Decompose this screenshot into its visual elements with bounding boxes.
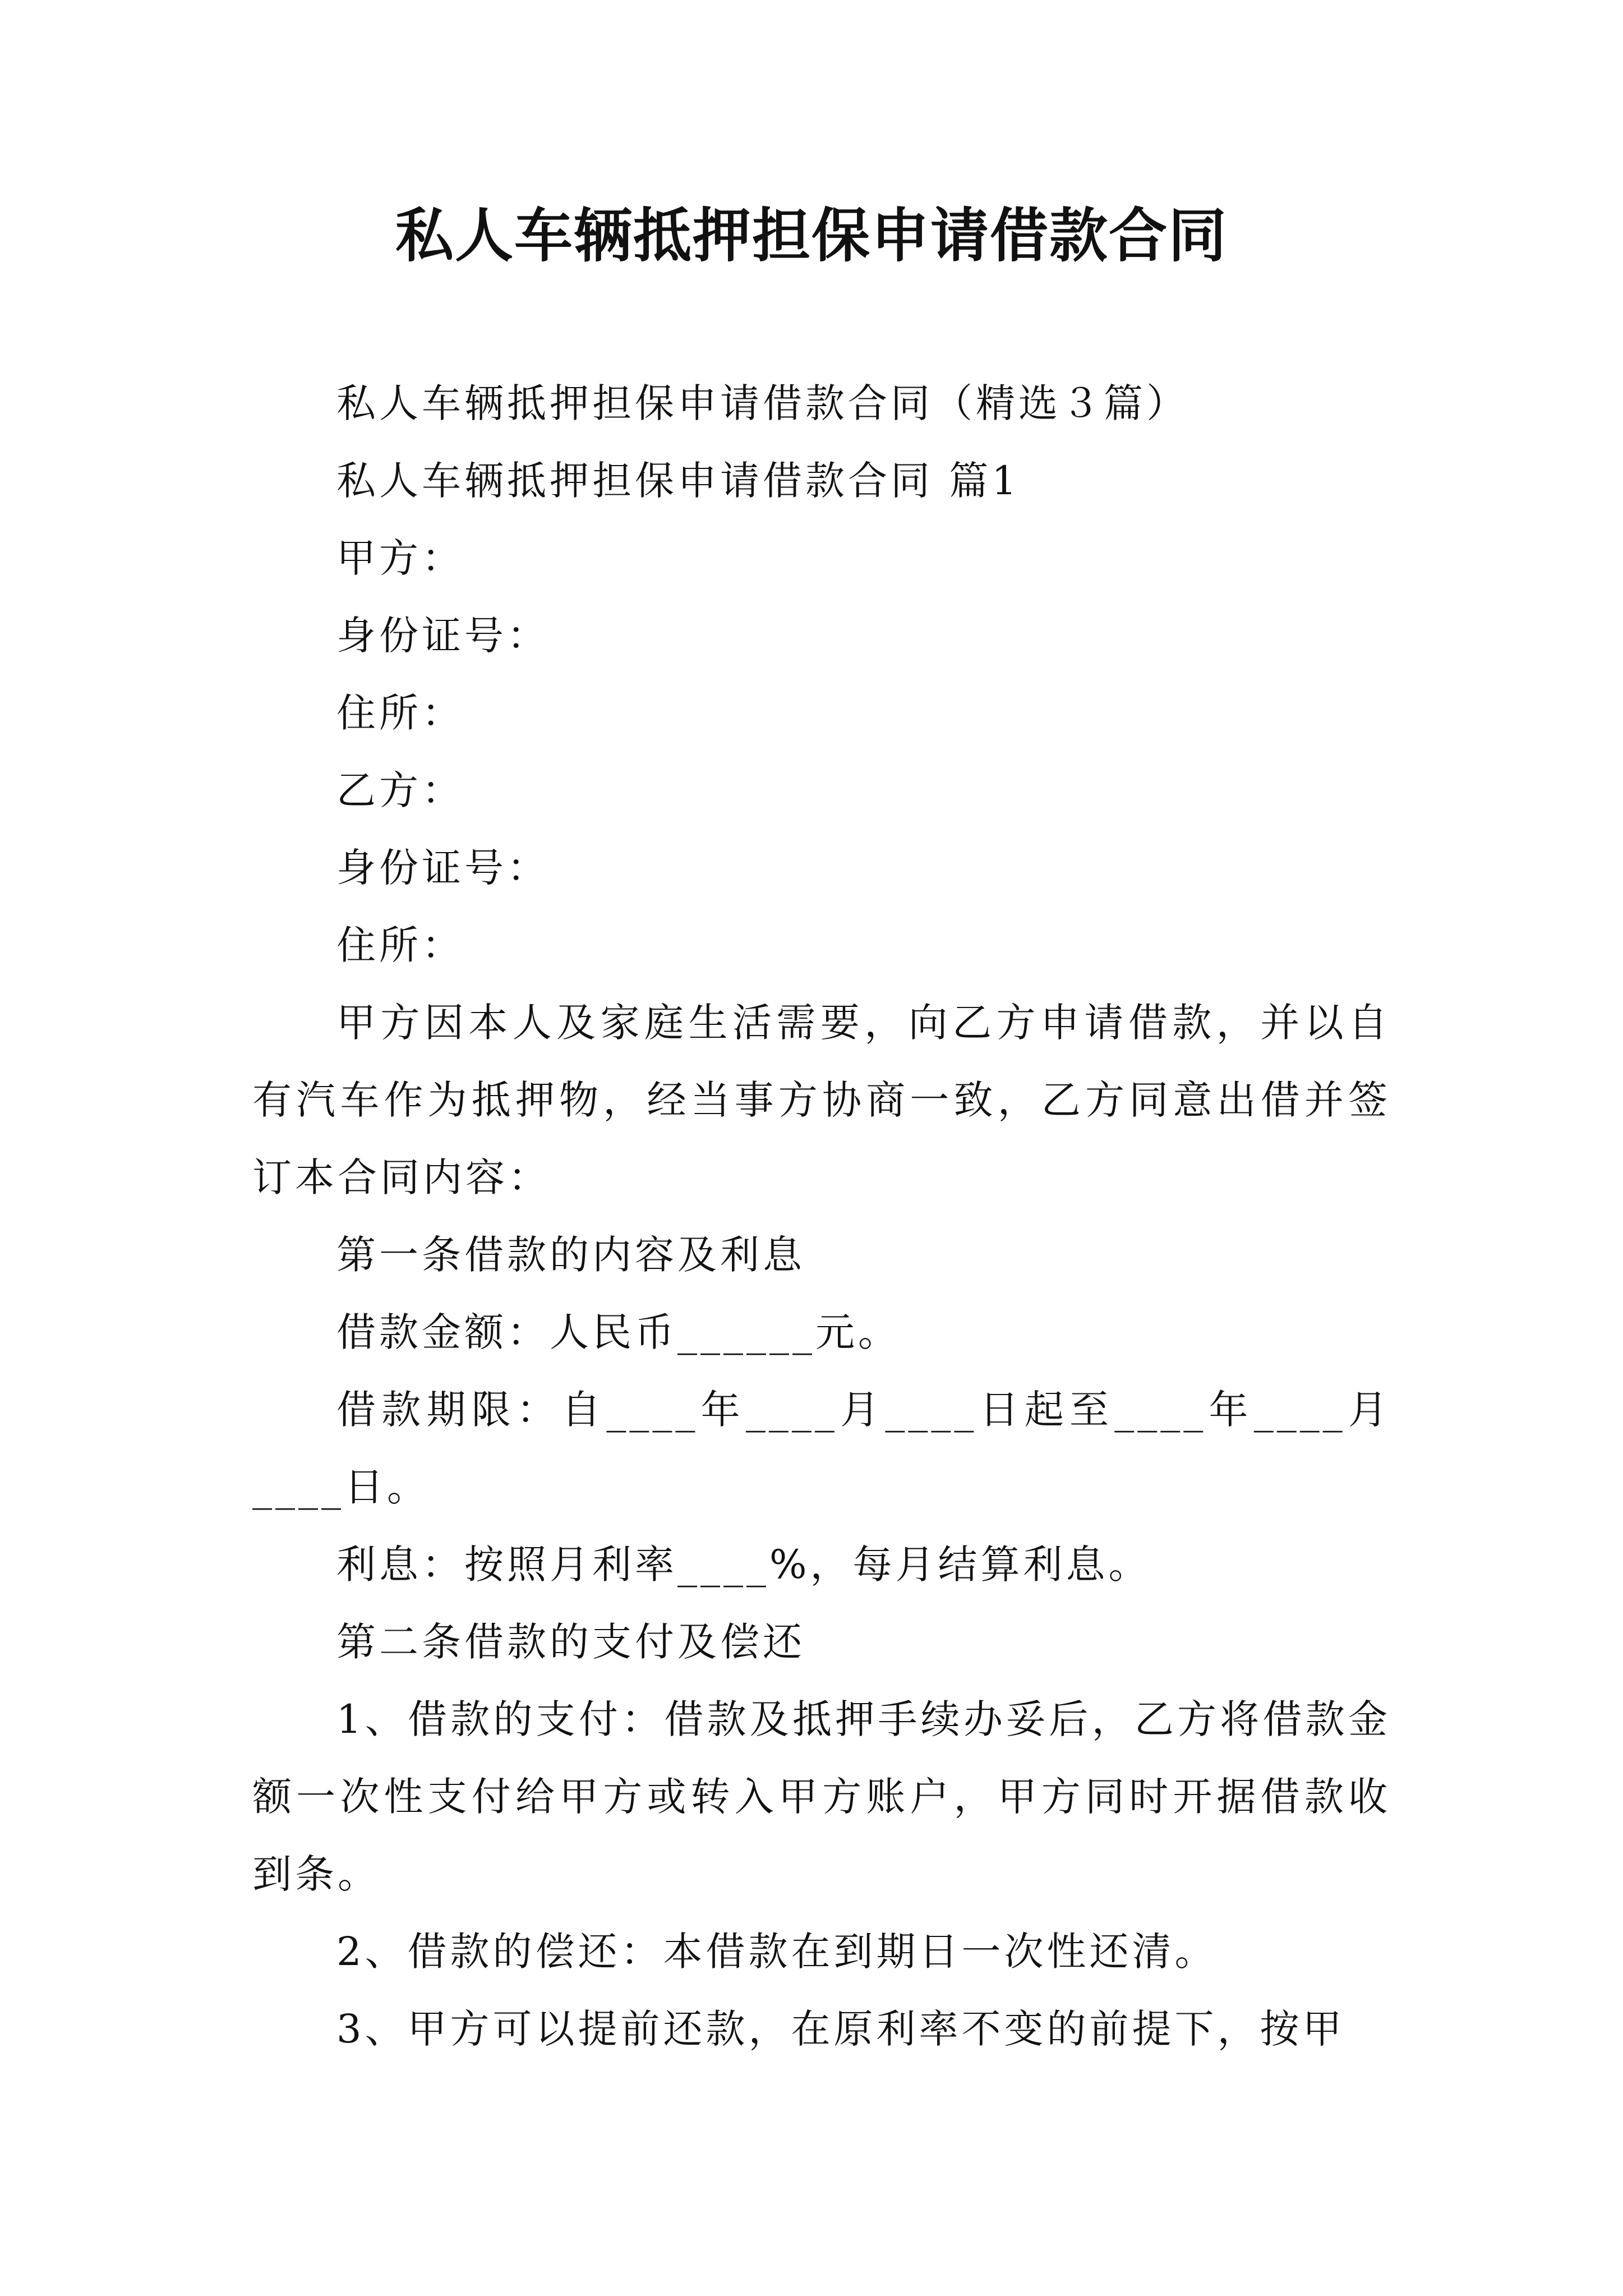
document-title: 私人车辆抵押担保申请借款合同 bbox=[395, 201, 1228, 270]
party-b-label: 乙方： bbox=[336, 767, 464, 813]
party-a-address-label: 住所： bbox=[336, 690, 464, 736]
clause-early-repayment: 3、甲方可以提前还款，在原利率不变的前提下，按甲 bbox=[336, 2006, 1345, 2052]
document-subtitle: 私人车辆抵押担保申请借款合同（精选３篇） bbox=[336, 380, 1189, 426]
loan-amount-line: 借款金额：人民币______元。 bbox=[336, 1309, 901, 1355]
section-heading-part-1: 私人车辆抵押担保申请借款合同 篇1 bbox=[336, 458, 1020, 504]
party-b-address-label: 住所： bbox=[336, 922, 464, 968]
document-body bbox=[252, 365, 1391, 2068]
clause-repayment: 2、借款的偿还：本借款在到期日一次性还清。 bbox=[336, 1929, 1218, 1975]
party-a-label: 甲方： bbox=[336, 535, 464, 581]
interest-line: 利息：按照月利率____%，每月结算利息。 bbox=[336, 1542, 1151, 1588]
party-a-id-label: 身份证号： bbox=[336, 613, 550, 659]
preamble-paragraph: 甲方因本人及家庭生活需要，向乙方申请借款，并以自有汽车作为抵押物，经当事方协商一致，乙方同意出借并签订本合同内容： bbox=[252, 1000, 1391, 1200]
party-b-id-label: 身份证号： bbox=[336, 845, 550, 891]
article-1-heading: 第一条借款的内容及利息 bbox=[336, 1232, 805, 1278]
loan-term-line: 借款期限：自____年____月____日起至____年____月____日。 bbox=[252, 1387, 1391, 1510]
clause-payment: 1、借款的支付：借款及抵押手续办妥后，乙方将借款金额一次性支付给甲方或转入甲方账户，甲方同时开据借款收到条。 bbox=[252, 1696, 1391, 1897]
article-2-heading: 第二条借款的支付及偿还 bbox=[336, 1619, 805, 1665]
